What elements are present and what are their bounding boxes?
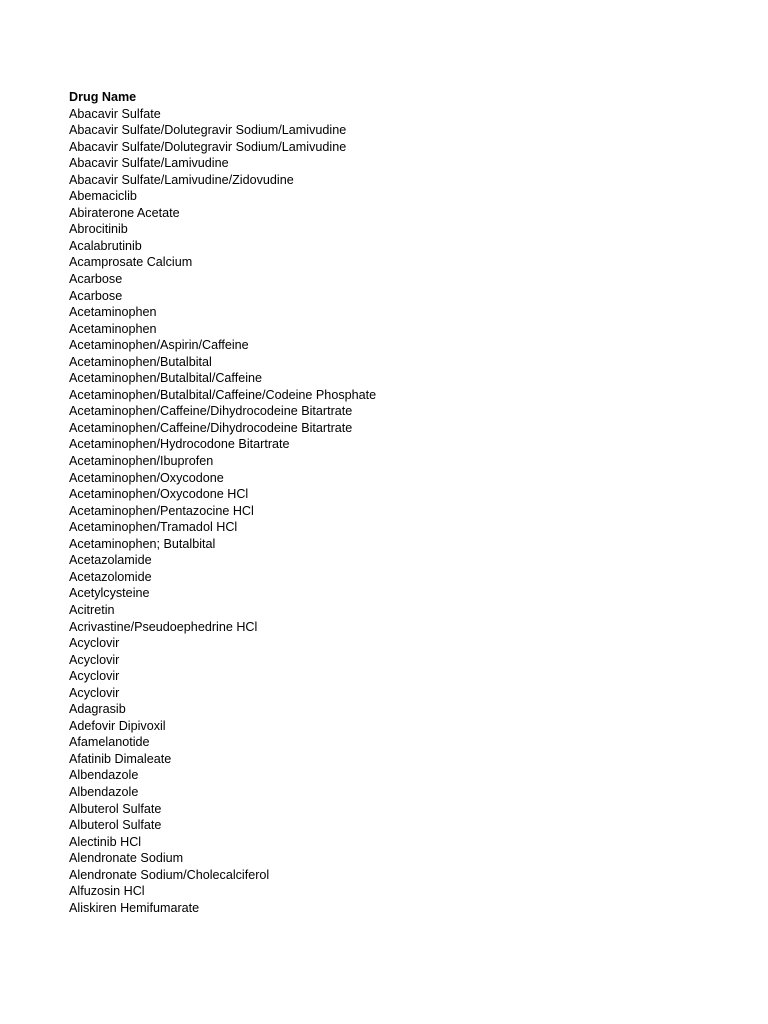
table-row: Alectinib HCl [69, 834, 142, 849]
table-row: Acitretin [69, 602, 115, 617]
table-row: Albendazole [69, 768, 139, 783]
table-row: Acetaminophen/Ibuprofen [69, 454, 214, 469]
table-row: Abacavir Sulfate/Dolutegravir Sodium/Lamivudine [69, 123, 347, 138]
table-row: Acetaminophen/Aspirin/Caffeine [69, 338, 249, 353]
table-row: Abacavir Sulfate/Dolutegravir Sodium/Lamivudine [69, 139, 347, 154]
table-row: Abiraterone Acetate [69, 205, 180, 220]
table-row: Acyclovir [69, 669, 120, 684]
table-row: Abacavir Sulfate/Lamivudine [69, 156, 229, 171]
table-row: Acarbose [69, 288, 123, 303]
table-row: Acetaminophen/Butalbital/Caffeine/Codeine Phosphate [69, 387, 377, 402]
table-row: Alendronate Sodium/Cholecalciferol [69, 867, 270, 882]
table-row: Acetaminophen/Caffeine/Dihydrocodeine Bitartrate [69, 420, 353, 435]
table-row: Abemaciclib [69, 189, 137, 204]
table-row: Albuterol Sulfate [69, 801, 162, 816]
table-row: Acetaminophen/Oxycodone HCl [69, 487, 249, 502]
table-row: Acetaminophen [69, 305, 157, 320]
table-row: Acetaminophen; Butalbital [69, 536, 216, 551]
table-row: Acetylcysteine [69, 586, 150, 601]
table-row: Alfuzosin HCl [69, 884, 145, 899]
table-row: Acetaminophen/Butalbital [69, 354, 212, 369]
table-row: Acetaminophen/Butalbital/Caffeine [69, 371, 263, 386]
table-row: Acalabrutinib [69, 238, 142, 253]
table-row: Acetazolomide [69, 569, 152, 584]
table-row: Acyclovir [69, 652, 120, 667]
table-row: Acetaminophen [69, 321, 157, 336]
table-row: Acetaminophen/Oxycodone [69, 470, 224, 485]
table-row: Alendronate Sodium [69, 851, 184, 866]
table-row: Acetaminophen/Tramadol HCl [69, 520, 238, 535]
column-header: Drug Name [69, 90, 137, 104]
drug-name-list [69, 89, 376, 916]
table-row: Abacavir Sulfate/Lamivudine/Zidovudine [69, 172, 294, 187]
table-row: Acetaminophen/Hydrocodone Bitartrate [69, 437, 290, 452]
drug-rows [69, 106, 376, 917]
table-row: Acetazolamide [69, 553, 152, 568]
table-row: Acetaminophen/Caffeine/Dihydrocodeine Bitartrate [69, 404, 353, 419]
table-row: Afatinib Dimaleate [69, 751, 172, 766]
table-row: Acarbose [69, 272, 123, 287]
table-row: Abacavir Sulfate [69, 106, 161, 121]
table-row: Albuterol Sulfate [69, 818, 162, 833]
table-row: Adagrasib [69, 702, 126, 717]
table-row: Afamelanotide [69, 735, 150, 750]
table-row: Acrivastine/Pseudoephedrine HCl [69, 619, 258, 634]
table-row: Albendazole [69, 784, 139, 799]
table-row: Acetaminophen/Pentazocine HCl [69, 503, 254, 518]
table-row: Acamprosate Calcium [69, 255, 193, 270]
table-row: Aliskiren Hemifumarate [69, 900, 200, 915]
table-row: Abrocitinib [69, 222, 128, 237]
table-row: Acyclovir [69, 636, 120, 651]
table-row: Adefovir Dipivoxil [69, 718, 166, 733]
table-row: Acyclovir [69, 685, 120, 700]
